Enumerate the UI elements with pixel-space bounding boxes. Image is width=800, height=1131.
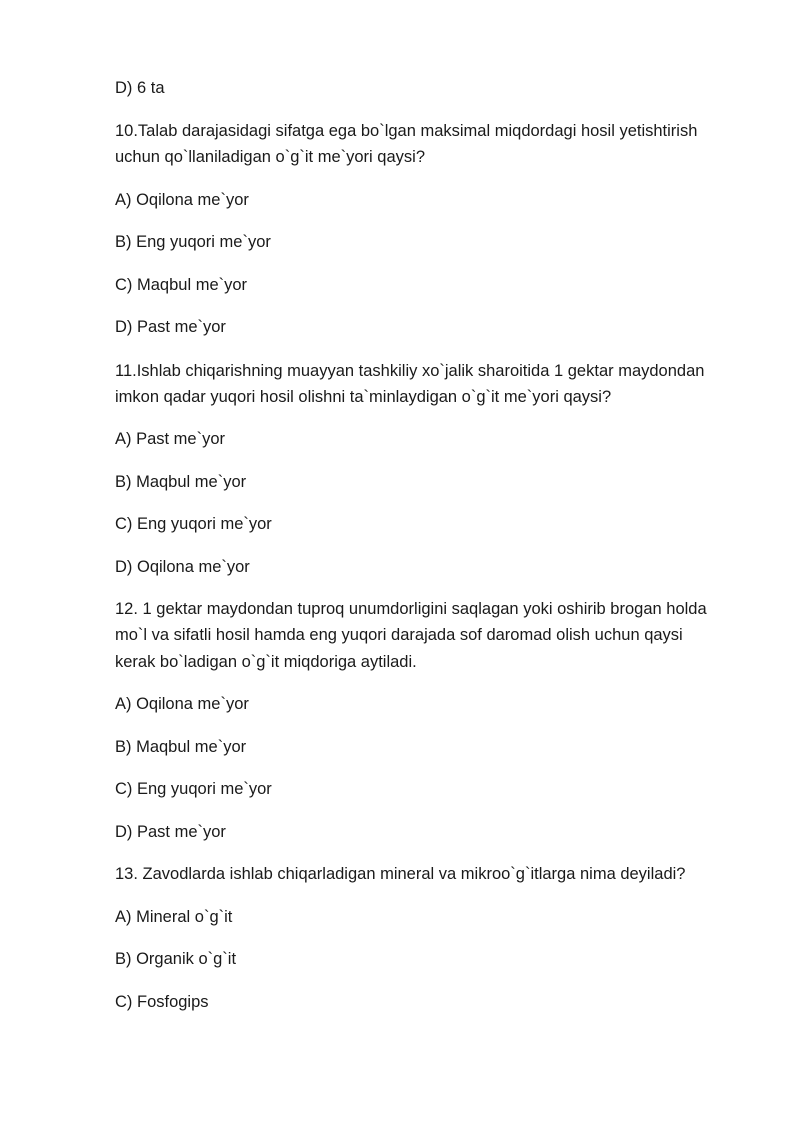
answer-option: A) Mineral o`g`it (115, 908, 233, 926)
answer-option: C) Eng yuqori me`yor (115, 780, 272, 798)
answer-option: C) Fosfogips (115, 993, 209, 1011)
answer-option: B) Maqbul me`yor (115, 738, 247, 756)
answer-option: A) Oqilona me`yor (115, 695, 249, 713)
answer-option: A) Oqilona me`yor (115, 191, 249, 209)
answer-option: D) Past me`yor (115, 318, 226, 336)
question-text: 13. Zavodlarda ishlab chiqarladigan mineral va mikroo`g`itlarga nima deyiladi? (115, 865, 686, 883)
answer-option: B) Organik o`g`it (115, 950, 237, 968)
question-text: 11.Ishlab chiqarishning muayyan tashkiliy xo`jalik sharoitida 1 gektar maydondan (115, 362, 705, 380)
question-text: 10.Talab darajasidagi sifatga ega bo`lgan maksimal miqdordagi hosil yetishtirish (115, 122, 698, 140)
question-text: kerak bo`ladigan o`g`it miqdoriga aytiladi. (115, 653, 417, 671)
answer-option: B) Eng yuqori me`yor (115, 233, 271, 251)
answer-option: C) Eng yuqori me`yor (115, 515, 272, 533)
answer-option: A) Past me`yor (115, 430, 226, 448)
answer-option: D) 6 ta (115, 79, 165, 97)
answer-option: B) Maqbul me`yor (115, 473, 247, 491)
answer-option: C) Maqbul me`yor (115, 276, 248, 294)
question-text: mo`l va sifatli hosil hamda eng yuqori darajada sof daromad olish uchun qaysi (115, 626, 683, 644)
question-text: imkon qadar yuqori hosil olishni ta`minlaydigan o`g`it me`yori qaysi? (115, 388, 612, 406)
question-text: uchun qo`llaniladigan o`g`it me`yori qaysi? (115, 148, 425, 166)
question-text: 12. 1 gektar maydondan tuproq unumdorligini saqlagan yoki oshirib brogan holda (115, 600, 707, 618)
answer-option: D) Past me`yor (115, 823, 226, 841)
answer-option: D) Oqilona me`yor (115, 558, 250, 576)
